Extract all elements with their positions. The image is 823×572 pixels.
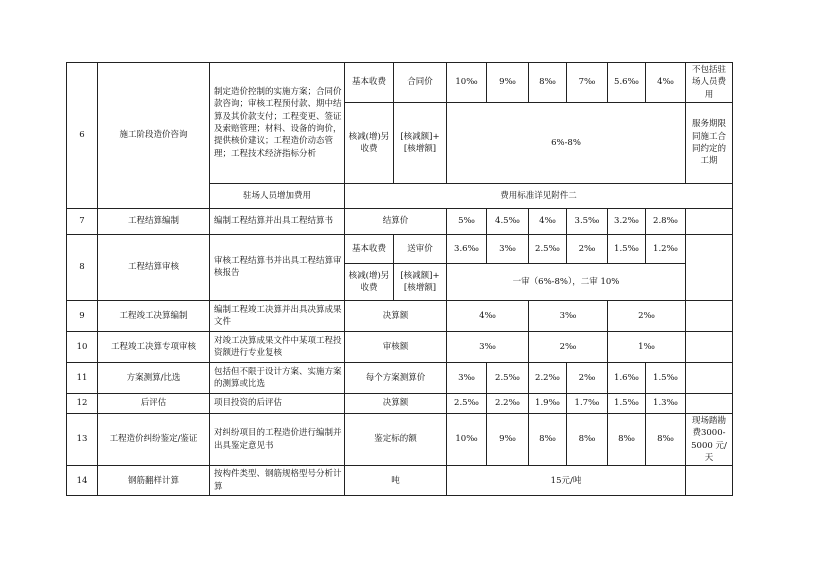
row-number: 12	[67, 393, 98, 413]
rate-cell: 4‰	[646, 63, 686, 103]
table-row	[67, 300, 733, 331]
service-content: 按构件类型、钢筋规格型号分析计算	[210, 466, 345, 496]
service-name: 后评估	[98, 393, 210, 413]
row-number: 8	[67, 234, 98, 300]
fee-type: 基本收费	[345, 234, 394, 263]
rate-cell: 1.3‰	[646, 393, 686, 413]
rate-cell: 2‰	[567, 362, 608, 393]
row-number: 6	[67, 63, 98, 209]
service-content: 编制工程竣工决算并出具决算成果文件	[210, 300, 345, 331]
rate-cell: 2.2‰	[529, 362, 567, 393]
service-content: 包括但不限于设计方案、实施方案的测算或比选	[210, 362, 345, 393]
note-cell	[686, 393, 733, 413]
fee-type: 核减(增)另收费	[345, 263, 394, 300]
rate-cell: 10‰	[447, 413, 487, 465]
rate-cell: 2.5‰	[529, 234, 567, 263]
note-cell	[686, 300, 733, 331]
fee-basis: 每个方案测算价	[345, 362, 447, 393]
resident-fee-label: 驻场人员增加费用	[210, 183, 345, 208]
rate-cell: 2.5‰	[447, 393, 487, 413]
rate-cell: 1.5‰	[608, 234, 646, 263]
service-name: 方案测算/比选	[98, 362, 210, 393]
rate-cell: 1.6‰	[608, 362, 646, 393]
fee-basis: [核减额]+[核增额]	[394, 263, 447, 300]
row-number: 13	[67, 413, 98, 465]
service-content: 对纠纷项目的工程造价进行编制并出具鉴定意见书	[210, 413, 345, 465]
row-number: 11	[67, 362, 98, 393]
rate-cell: 3.2‰	[608, 208, 646, 234]
service-content: 审核工程结算书并出具工程结算审核报告	[210, 234, 345, 300]
rate-cell: 8‰	[608, 413, 646, 465]
fee-schedule-table	[66, 62, 733, 496]
service-name: 工程竣工决算编制	[98, 300, 210, 331]
fee-basis: 审核额	[345, 331, 447, 362]
service-content: 制定造价控制的实施方案；合同价款咨询；审核工程预付款、期中结算及其价款支付；工程变更、签证及索赔管理；材料、设备的询价，提供核价建议；工程造价动态管理；工程技术经济指标分析	[210, 63, 345, 184]
rate-cell: 1.2‰	[646, 234, 686, 263]
table-row	[67, 331, 733, 362]
rate-cell: 7‰	[567, 63, 608, 103]
service-name: 钢筋翻样计算	[98, 466, 210, 496]
fee-basis: 鉴定标的额	[345, 413, 447, 465]
note-cell: 服务期限同施工合同约定的工期	[686, 102, 733, 183]
rate-cell: 15元/吨	[447, 466, 686, 496]
rate-cell: 4‰	[529, 208, 567, 234]
rate-cell: 5.6‰	[608, 63, 646, 103]
rate-cell: 3.5‰	[567, 208, 608, 234]
table-row	[67, 208, 733, 234]
note-cell	[686, 331, 733, 362]
fee-basis: [核减额]+[核增额]	[394, 102, 447, 183]
rate-cell: 4.5‰	[487, 208, 529, 234]
rate-cell: 1‰	[608, 331, 686, 362]
note-cell	[686, 234, 733, 300]
rate-cell: 9‰	[487, 413, 529, 465]
table-row	[67, 466, 733, 496]
rate-cell: 10‰	[447, 63, 487, 103]
rate-cell: 6%-8%	[447, 102, 686, 183]
service-name: 工程结算审核	[98, 234, 210, 300]
resident-fee-note: 费用标准详见附件二	[345, 183, 733, 208]
row-number: 9	[67, 300, 98, 331]
fee-basis: 结算价	[345, 208, 447, 234]
rate-cell: 4‰	[447, 300, 529, 331]
rate-cell: 2‰	[529, 331, 608, 362]
rate-cell: 3.6‰	[447, 234, 487, 263]
service-name: 施工阶段造价咨询	[98, 63, 210, 209]
table-row	[67, 393, 733, 413]
rate-cell: 1.5‰	[646, 362, 686, 393]
fee-basis: 吨	[345, 466, 447, 496]
rate-cell: 3‰	[447, 362, 487, 393]
rate-cell: 5‰	[447, 208, 487, 234]
fee-basis: 决算额	[345, 393, 447, 413]
rate-cell: 1.9‰	[529, 393, 567, 413]
fee-type: 基本收费	[345, 63, 394, 103]
rate-cell: 2.8‰	[646, 208, 686, 234]
rate-cell: 2.2‰	[487, 393, 529, 413]
service-name: 工程造价纠纷鉴定/鉴证	[98, 413, 210, 465]
rate-cell: 8‰	[646, 413, 686, 465]
service-content: 项目投资的后评估	[210, 393, 345, 413]
note-cell: 不包括驻场人员费用	[686, 63, 733, 103]
table-row	[67, 413, 733, 465]
rate-cell: 2‰	[608, 300, 686, 331]
rate-cell: 3‰	[447, 331, 529, 362]
rate-cell: 8‰	[529, 413, 567, 465]
rate-cell: 8‰	[529, 63, 567, 103]
row-number: 14	[67, 466, 98, 496]
fee-basis: 合同价	[394, 63, 447, 103]
rate-cell: 1.5‰	[608, 393, 646, 413]
note-cell: 现场踏勘费3000-5000 元/天	[686, 413, 733, 465]
table-row	[67, 362, 733, 393]
rate-cell: 2.5‰	[487, 362, 529, 393]
rate-cell: 一审（6%-8%），二审 10%	[447, 263, 686, 300]
row-number: 7	[67, 208, 98, 234]
fee-basis: 决算额	[345, 300, 447, 331]
rate-cell: 2‰	[567, 234, 608, 263]
fee-basis: 送审价	[394, 234, 447, 263]
note-cell	[686, 208, 733, 234]
service-name: 工程竣工决算专项审核	[98, 331, 210, 362]
rate-cell: 8‰	[567, 413, 608, 465]
row-number: 10	[67, 331, 98, 362]
rate-cell: 1.7‰	[567, 393, 608, 413]
note-cell	[686, 362, 733, 393]
fee-type: 核减(增)另收费	[345, 102, 394, 183]
table-row	[67, 63, 733, 103]
service-content: 编制工程结算并出具工程结算书	[210, 208, 345, 234]
rate-cell: 3‰	[529, 300, 608, 331]
rate-cell: 3‰	[487, 234, 529, 263]
service-content: 对竣工决算成果文件中某项工程投资额进行专业复核	[210, 331, 345, 362]
rate-cell: 9‰	[487, 63, 529, 103]
service-name: 工程结算编制	[98, 208, 210, 234]
note-cell	[686, 466, 733, 496]
table-row	[67, 234, 733, 263]
